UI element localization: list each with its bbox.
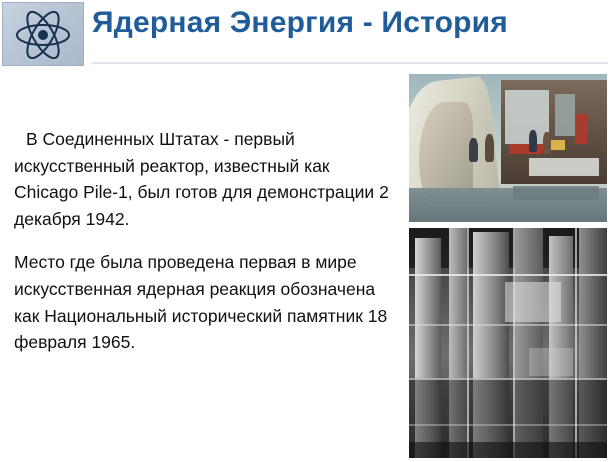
paragraph-1: В Соединенных Штатах - первый искусственный реактор, известный как Chicago Pile-1, был готов для демонстрации 2 декабря 1942.	[14, 129, 389, 229]
atom-logo	[2, 2, 84, 66]
historic-black-and-white-reactor-photo	[409, 228, 607, 458]
slide-header	[0, 0, 616, 68]
paragraph-2: Место где была проведена первая в мире искусственная ядерная реакция обозначена как Национальный исторический памятник 18 февраля 1965.	[14, 252, 388, 353]
painting-of-chicago-pile-1-experiment	[409, 74, 607, 222]
atom-icon	[3, 5, 83, 65]
page-title: Ядерная Энергия - История	[92, 6, 508, 39]
title-divider	[92, 62, 608, 64]
slide-body	[14, 126, 396, 356]
